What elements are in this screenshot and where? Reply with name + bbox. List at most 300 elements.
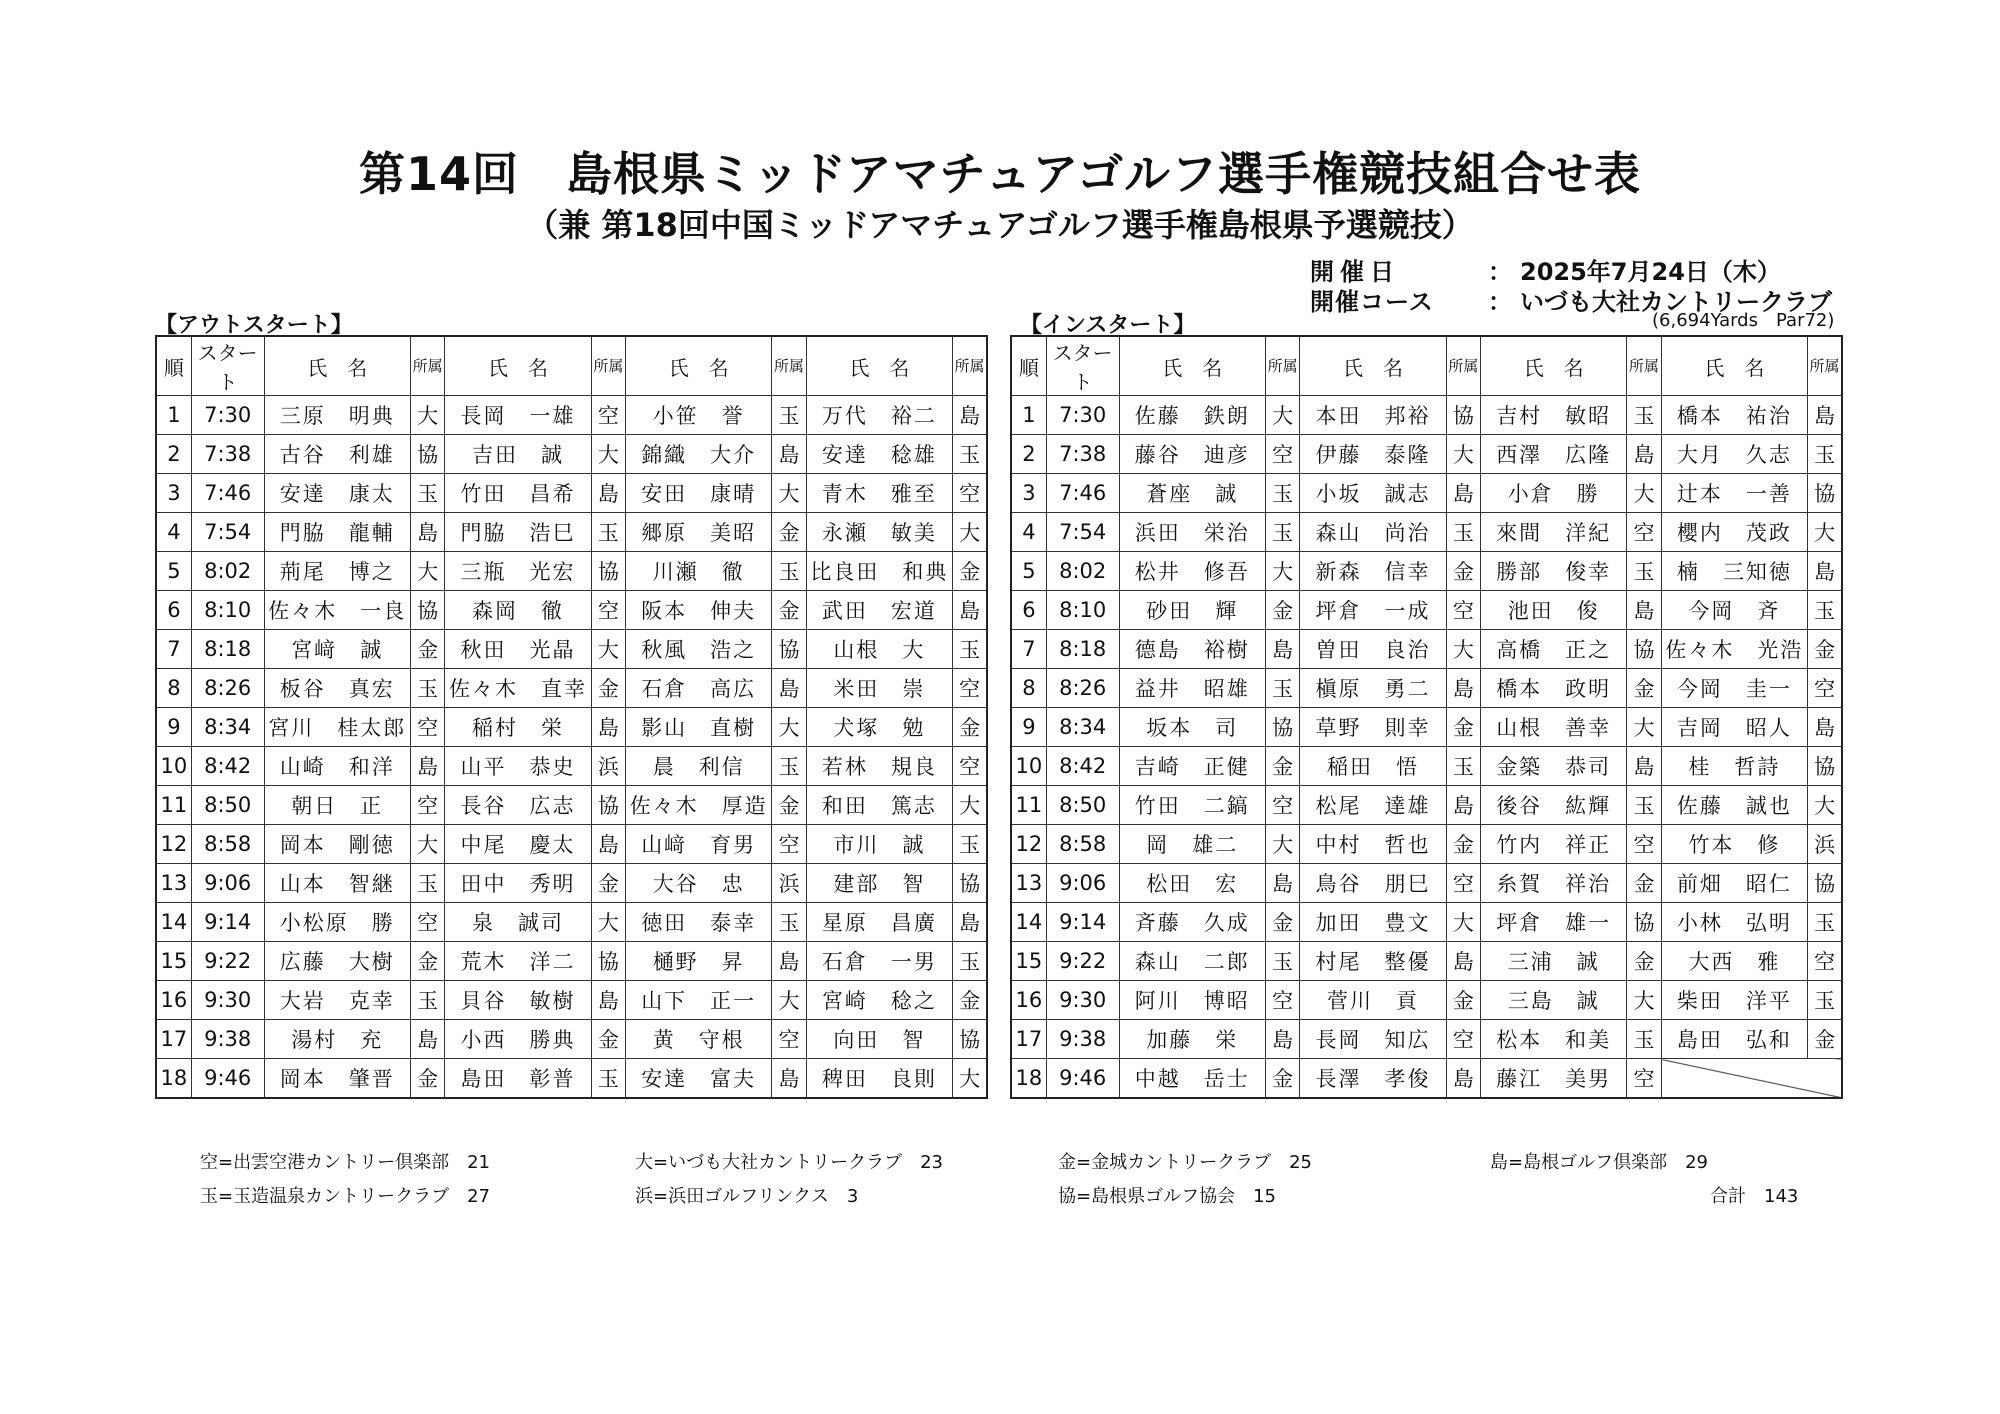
player-name: 藤谷 迪彦 <box>1119 435 1265 474</box>
player-affiliation: 玉 <box>1446 513 1480 552</box>
player-name: 小西 勝典 <box>445 1020 591 1059</box>
group-number: 1 <box>1011 396 1046 435</box>
player-name: 佐々木 一良 <box>264 591 410 630</box>
player-affiliation: 大 <box>1808 513 1842 552</box>
player-name: 阿川 博昭 <box>1119 981 1265 1020</box>
player-name: 米田 崇 <box>806 669 952 708</box>
table-row <box>156 1020 987 1059</box>
player-affiliation: 協 <box>1808 747 1842 786</box>
player-affiliation: 島 <box>1808 396 1842 435</box>
player-name: 三瓶 光宏 <box>445 552 591 591</box>
player-name: 山崎 和洋 <box>264 747 410 786</box>
page-title: 第14回 島根県ミッドアマチュアゴルフ選手権競技組合せ表 <box>358 147 1642 201</box>
player-affiliation: 大 <box>953 1059 987 1099</box>
start-time: 9:46 <box>1046 1059 1119 1099</box>
start-time: 9:38 <box>1046 1020 1119 1059</box>
player-name: 稲村 栄 <box>445 708 591 747</box>
legend-item: 金=金城カントリークラブ 25 <box>1058 1152 1312 1173</box>
player-affiliation: 大 <box>591 435 625 474</box>
player-affiliation: 玉 <box>410 864 444 903</box>
player-name: 坂本 司 <box>1119 708 1265 747</box>
player-affiliation: 玉 <box>1627 396 1661 435</box>
group-number: 3 <box>156 474 191 513</box>
player-affiliation: 空 <box>1808 942 1842 981</box>
player-affiliation: 島 <box>1446 669 1480 708</box>
table-row <box>1011 591 1842 630</box>
player-name: 村尾 整優 <box>1300 942 1446 981</box>
player-affiliation: 金 <box>410 942 444 981</box>
player-name: 加藤 栄 <box>1119 1020 1265 1059</box>
group-number: 7 <box>1011 630 1046 669</box>
start-time: 9:30 <box>191 981 264 1020</box>
start-time: 8:10 <box>191 591 264 630</box>
player-affiliation: 協 <box>1808 474 1842 513</box>
player-affiliation: 島 <box>1627 435 1661 474</box>
table-row <box>1011 708 1842 747</box>
player-name: 森岡 徹 <box>445 591 591 630</box>
column-header-name: 氏 名 <box>1480 336 1626 396</box>
player-name: 稗田 良則 <box>806 1059 952 1099</box>
player-affiliation: 金 <box>1265 591 1299 630</box>
table-row <box>1011 1059 1842 1099</box>
column-header-name: 氏 名 <box>1119 336 1265 396</box>
player-affiliation: 島 <box>1808 552 1842 591</box>
player-affiliation: 金 <box>1627 864 1661 903</box>
start-time: 9:06 <box>191 864 264 903</box>
table-row <box>156 903 987 942</box>
player-affiliation: 金 <box>410 630 444 669</box>
player-name: 蒼座 誠 <box>1119 474 1265 513</box>
player-name: 岡本 剛徳 <box>264 825 410 864</box>
player-name: 小倉 勝 <box>1480 474 1626 513</box>
player-affiliation: 島 <box>772 942 806 981</box>
table-row <box>156 981 987 1020</box>
player-name: 朝日 正 <box>264 786 410 825</box>
player-affiliation: 空 <box>1265 786 1299 825</box>
column-header-affiliation: 所属 <box>772 336 806 396</box>
player-name: 長岡 一雄 <box>445 396 591 435</box>
player-affiliation: 空 <box>1446 1020 1480 1059</box>
player-affiliation: 玉 <box>772 552 806 591</box>
table-row <box>156 786 987 825</box>
player-affiliation: 玉 <box>1808 903 1842 942</box>
player-name: 山根 大 <box>806 630 952 669</box>
player-name: 橋本 祐治 <box>1661 396 1807 435</box>
player-name: 岡 雄二 <box>1119 825 1265 864</box>
start-time: 8:58 <box>191 825 264 864</box>
player-name: 本田 邦裕 <box>1300 396 1446 435</box>
player-name: 長澤 孝俊 <box>1300 1059 1446 1099</box>
table-row <box>1011 864 1842 903</box>
player-name: 犬塚 勉 <box>806 708 952 747</box>
table-row <box>1011 747 1842 786</box>
player-name: 中村 哲也 <box>1300 825 1446 864</box>
column-header-order: 順 <box>156 336 191 396</box>
player-affiliation: 大 <box>1446 435 1480 474</box>
player-name: 小林 弘明 <box>1661 903 1807 942</box>
player-name: 槇原 勇二 <box>1300 669 1446 708</box>
player-name: 坪倉 雄一 <box>1480 903 1626 942</box>
player-affiliation: 大 <box>410 825 444 864</box>
player-affiliation: 大 <box>591 903 625 942</box>
start-time: 7:30 <box>1046 396 1119 435</box>
player-name: 万代 裕二 <box>806 396 952 435</box>
player-affiliation: 協 <box>772 630 806 669</box>
column-header-start: スタート <box>1046 336 1119 396</box>
player-affiliation: 空 <box>772 825 806 864</box>
player-affiliation: 島 <box>1808 708 1842 747</box>
column-header-name: 氏 名 <box>264 336 410 396</box>
table-row <box>1011 552 1842 591</box>
start-time: 8:18 <box>191 630 264 669</box>
player-affiliation: 金 <box>953 708 987 747</box>
player-affiliation: 玉 <box>1627 552 1661 591</box>
player-name: 晨 利信 <box>625 747 771 786</box>
player-name: 糸賀 祥治 <box>1480 864 1626 903</box>
player-affiliation: 島 <box>953 591 987 630</box>
player-name: 影山 直樹 <box>625 708 771 747</box>
player-affiliation: 協 <box>1627 903 1661 942</box>
start-time: 8:42 <box>1046 747 1119 786</box>
start-time: 7:46 <box>191 474 264 513</box>
table-row <box>1011 435 1842 474</box>
player-name: 砂田 輝 <box>1119 591 1265 630</box>
player-affiliation: 金 <box>1808 1020 1842 1059</box>
player-name: 田中 秀明 <box>445 864 591 903</box>
player-affiliation: 協 <box>410 591 444 630</box>
group-number: 6 <box>1011 591 1046 630</box>
table-row <box>156 708 987 747</box>
player-name: 松田 宏 <box>1119 864 1265 903</box>
course-label: 開催コース <box>1310 288 1434 316</box>
column-header-affiliation: 所属 <box>1265 336 1299 396</box>
player-affiliation: 金 <box>1446 981 1480 1020</box>
group-number: 15 <box>1011 942 1046 981</box>
group-number: 18 <box>1011 1059 1046 1099</box>
column-header-affiliation: 所属 <box>953 336 987 396</box>
table-row <box>1011 942 1842 981</box>
group-number: 15 <box>156 942 191 981</box>
player-affiliation: 協 <box>1627 630 1661 669</box>
player-affiliation: 玉 <box>591 1059 625 1099</box>
player-affiliation: 金 <box>1265 1059 1299 1099</box>
group-number: 4 <box>156 513 191 552</box>
player-name: 山根 善幸 <box>1480 708 1626 747</box>
player-affiliation: 大 <box>1265 552 1299 591</box>
player-affiliation: 大 <box>1446 630 1480 669</box>
column-header-name: 氏 名 <box>445 336 591 396</box>
player-name: 若林 規良 <box>806 747 952 786</box>
player-affiliation: 玉 <box>953 825 987 864</box>
group-number: 16 <box>1011 981 1046 1020</box>
start-time: 8:50 <box>191 786 264 825</box>
player-name: 石倉 一男 <box>806 942 952 981</box>
player-affiliation: 大 <box>772 981 806 1020</box>
player-affiliation: 大 <box>1627 708 1661 747</box>
player-name: 益井 昭雄 <box>1119 669 1265 708</box>
header-row <box>1011 336 1842 396</box>
player-name: 武田 宏道 <box>806 591 952 630</box>
start-time: 9:38 <box>191 1020 264 1059</box>
start-time: 8:10 <box>1046 591 1119 630</box>
start-time: 8:42 <box>191 747 264 786</box>
player-affiliation: 金 <box>1265 903 1299 942</box>
player-affiliation: 島 <box>410 513 444 552</box>
player-affiliation: 大 <box>1627 474 1661 513</box>
player-name: 中越 岳士 <box>1119 1059 1265 1099</box>
player-affiliation: 島 <box>953 903 987 942</box>
player-name: 安達 富夫 <box>625 1059 771 1099</box>
player-name: 安達 康太 <box>264 474 410 513</box>
player-affiliation: 島 <box>1446 1059 1480 1099</box>
start-time: 8:02 <box>191 552 264 591</box>
player-affiliation: 金 <box>772 513 806 552</box>
table-row <box>156 1059 987 1099</box>
start-time: 9:22 <box>1046 942 1119 981</box>
player-affiliation: 大 <box>591 630 625 669</box>
player-name: 島田 弘和 <box>1661 1020 1807 1059</box>
player-affiliation: 島 <box>772 1059 806 1099</box>
player-affiliation: 大 <box>953 786 987 825</box>
group-number: 13 <box>156 864 191 903</box>
player-name: 佐藤 鉄朗 <box>1119 396 1265 435</box>
column-header-start: スタート <box>191 336 264 396</box>
player-name: 曽田 良治 <box>1300 630 1446 669</box>
player-affiliation: 島 <box>772 669 806 708</box>
player-name: 荒木 洋二 <box>445 942 591 981</box>
table-row <box>156 747 987 786</box>
group-number: 4 <box>1011 513 1046 552</box>
player-name: 今岡 圭一 <box>1661 669 1807 708</box>
table-row <box>156 435 987 474</box>
player-affiliation: 玉 <box>1265 513 1299 552</box>
player-affiliation: 島 <box>1446 786 1480 825</box>
table-row <box>156 864 987 903</box>
player-name: 広藤 大樹 <box>264 942 410 981</box>
player-affiliation: 空 <box>1627 1059 1661 1099</box>
player-affiliation: 大 <box>410 552 444 591</box>
start-time: 8:26 <box>1046 669 1119 708</box>
player-affiliation: 玉 <box>1627 1020 1661 1059</box>
start-time: 9:46 <box>191 1059 264 1099</box>
player-name: 森山 二郎 <box>1119 942 1265 981</box>
start-time: 9:30 <box>1046 981 1119 1020</box>
player-name: 後谷 紘輝 <box>1480 786 1626 825</box>
player-affiliation: 空 <box>591 396 625 435</box>
start-time: 8:34 <box>1046 708 1119 747</box>
group-number: 6 <box>156 591 191 630</box>
player-affiliation: 金 <box>1627 669 1661 708</box>
player-name: 錦織 大介 <box>625 435 771 474</box>
player-affiliation: 玉 <box>410 474 444 513</box>
header-row <box>156 336 987 396</box>
table-row <box>1011 630 1842 669</box>
column-header-affiliation: 所属 <box>1446 336 1480 396</box>
player-name: 勝部 俊幸 <box>1480 552 1626 591</box>
player-name: 宮川 桂太郎 <box>264 708 410 747</box>
group-number: 13 <box>1011 864 1046 903</box>
player-name: 古谷 利雄 <box>264 435 410 474</box>
player-affiliation: 空 <box>1446 864 1480 903</box>
player-affiliation: 空 <box>591 591 625 630</box>
table-row <box>1011 825 1842 864</box>
player-affiliation: 協 <box>953 864 987 903</box>
legend-item: 協=島根県ゴルフ協会 15 <box>1058 1186 1276 1207</box>
player-affiliation: 玉 <box>953 942 987 981</box>
player-name: 竹内 祥正 <box>1480 825 1626 864</box>
player-affiliation: 大 <box>410 396 444 435</box>
player-name: 比良田 和典 <box>806 552 952 591</box>
player-affiliation: 島 <box>591 474 625 513</box>
start-time: 7:38 <box>191 435 264 474</box>
player-name: 板谷 真宏 <box>264 669 410 708</box>
player-affiliation: 玉 <box>772 903 806 942</box>
start-time: 7:54 <box>1046 513 1119 552</box>
player-affiliation: 空 <box>410 903 444 942</box>
group-number: 2 <box>1011 435 1046 474</box>
player-name: 松尾 達雄 <box>1300 786 1446 825</box>
player-name: 長岡 知広 <box>1300 1020 1446 1059</box>
player-affiliation: 島 <box>410 1020 444 1059</box>
group-number: 9 <box>156 708 191 747</box>
player-name: 宮崎 稔之 <box>806 981 952 1020</box>
group-number: 17 <box>1011 1020 1046 1059</box>
course-value: いづも大社カントリークラブ <box>1520 288 1832 316</box>
group-number: 14 <box>156 903 191 942</box>
player-affiliation: 玉 <box>1808 591 1842 630</box>
player-affiliation: 金 <box>1446 708 1480 747</box>
player-name: 柴田 洋平 <box>1661 981 1807 1020</box>
player-affiliation: 島 <box>410 747 444 786</box>
player-name: 門脇 浩巳 <box>445 513 591 552</box>
player-name: 松井 修吾 <box>1119 552 1265 591</box>
player-name: 阪本 伸夫 <box>625 591 771 630</box>
date-label: 開催日 <box>1310 258 1400 286</box>
player-affiliation: 玉 <box>1265 474 1299 513</box>
player-name: 青木 雅至 <box>806 474 952 513</box>
player-affiliation: 島 <box>1265 1020 1299 1059</box>
player-name: 橋本 政明 <box>1480 669 1626 708</box>
player-affiliation: 大 <box>1808 786 1842 825</box>
player-name: 星原 昌廣 <box>806 903 952 942</box>
player-name: 菅川 貢 <box>1300 981 1446 1020</box>
group-number: 12 <box>1011 825 1046 864</box>
player-affiliation: 協 <box>591 942 625 981</box>
group-number: 7 <box>156 630 191 669</box>
player-name: 稲田 悟 <box>1300 747 1446 786</box>
player-affiliation: 島 <box>1627 747 1661 786</box>
player-affiliation: 空 <box>953 669 987 708</box>
player-name: 大谷 忠 <box>625 864 771 903</box>
player-affiliation: 大 <box>953 513 987 552</box>
out-start-label: 【アウトスタート】 <box>155 313 353 338</box>
group-number: 3 <box>1011 474 1046 513</box>
player-name: 門脇 龍輔 <box>264 513 410 552</box>
player-name: 佐々木 光浩 <box>1661 630 1807 669</box>
player-affiliation: 協 <box>591 552 625 591</box>
player-name: 中尾 慶太 <box>445 825 591 864</box>
table-row <box>156 669 987 708</box>
start-time: 8:02 <box>1046 552 1119 591</box>
legend-item: 大=いづも大社カントリークラブ 23 <box>635 1152 943 1173</box>
player-name: 向田 智 <box>806 1020 952 1059</box>
player-name: 楠 三知徳 <box>1661 552 1807 591</box>
player-affiliation: 島 <box>1446 474 1480 513</box>
table-row <box>156 396 987 435</box>
player-affiliation: 協 <box>1446 396 1480 435</box>
player-name: 吉崎 正健 <box>1119 747 1265 786</box>
player-affiliation: 島 <box>772 435 806 474</box>
start-time: 9:06 <box>1046 864 1119 903</box>
player-affiliation: 空 <box>1446 591 1480 630</box>
player-name: 大岩 克幸 <box>264 981 410 1020</box>
player-affiliation: 金 <box>772 786 806 825</box>
group-number: 8 <box>156 669 191 708</box>
column-header-affiliation: 所属 <box>1627 336 1661 396</box>
player-name: 吉岡 昭人 <box>1661 708 1807 747</box>
player-name: 藤江 美男 <box>1480 1059 1626 1099</box>
player-affiliation: 島 <box>1265 630 1299 669</box>
player-name: 桂 哲詩 <box>1661 747 1807 786</box>
player-affiliation: 玉 <box>953 630 987 669</box>
start-time: 8:58 <box>1046 825 1119 864</box>
table-row <box>1011 981 1842 1020</box>
player-name: 大月 久志 <box>1661 435 1807 474</box>
player-name: 草野 則幸 <box>1300 708 1446 747</box>
player-name: 三島 誠 <box>1480 981 1626 1020</box>
start-time: 9:14 <box>1046 903 1119 942</box>
table-row <box>1011 474 1842 513</box>
player-name: 石倉 高広 <box>625 669 771 708</box>
player-name: 今岡 斉 <box>1661 591 1807 630</box>
player-affiliation: 玉 <box>410 669 444 708</box>
player-name: 斉藤 久成 <box>1119 903 1265 942</box>
player-affiliation: 金 <box>953 552 987 591</box>
player-affiliation: 玉 <box>1265 942 1299 981</box>
group-number: 2 <box>156 435 191 474</box>
player-name: 山平 恭史 <box>445 747 591 786</box>
table-row <box>1011 903 1842 942</box>
player-affiliation: 空 <box>1808 669 1842 708</box>
player-affiliation: 浜 <box>772 864 806 903</box>
player-name: 建部 智 <box>806 864 952 903</box>
player-affiliation: 空 <box>1265 435 1299 474</box>
player-affiliation: 金 <box>953 981 987 1020</box>
date-value: 2025年7月24日（木） <box>1520 258 1781 286</box>
player-name: 宮﨑 誠 <box>264 630 410 669</box>
legend-item: 島=島根ゴルフ倶楽部 29 <box>1490 1152 1708 1173</box>
player-name: 川瀬 徹 <box>625 552 771 591</box>
start-time: 7:30 <box>191 396 264 435</box>
empty-slot <box>1661 1059 1842 1099</box>
player-affiliation: 協 <box>410 435 444 474</box>
player-affiliation: 玉 <box>953 435 987 474</box>
legend-item: 浜=浜田ゴルフリンクス 3 <box>635 1186 859 1207</box>
in-start-label: 【インスタート】 <box>1020 313 1196 338</box>
player-name: 山﨑 育男 <box>625 825 771 864</box>
player-name: 樋野 昇 <box>625 942 771 981</box>
legend-total: 合計 143 <box>1710 1186 1799 1207</box>
group-number: 17 <box>156 1020 191 1059</box>
player-affiliation: 玉 <box>772 396 806 435</box>
player-name: 三浦 誠 <box>1480 942 1626 981</box>
player-affiliation: 玉 <box>1627 786 1661 825</box>
player-affiliation: 大 <box>772 474 806 513</box>
player-name: 市川 誠 <box>806 825 952 864</box>
player-affiliation: 浜 <box>591 747 625 786</box>
player-affiliation: 金 <box>410 1059 444 1099</box>
group-number: 8 <box>1011 669 1046 708</box>
